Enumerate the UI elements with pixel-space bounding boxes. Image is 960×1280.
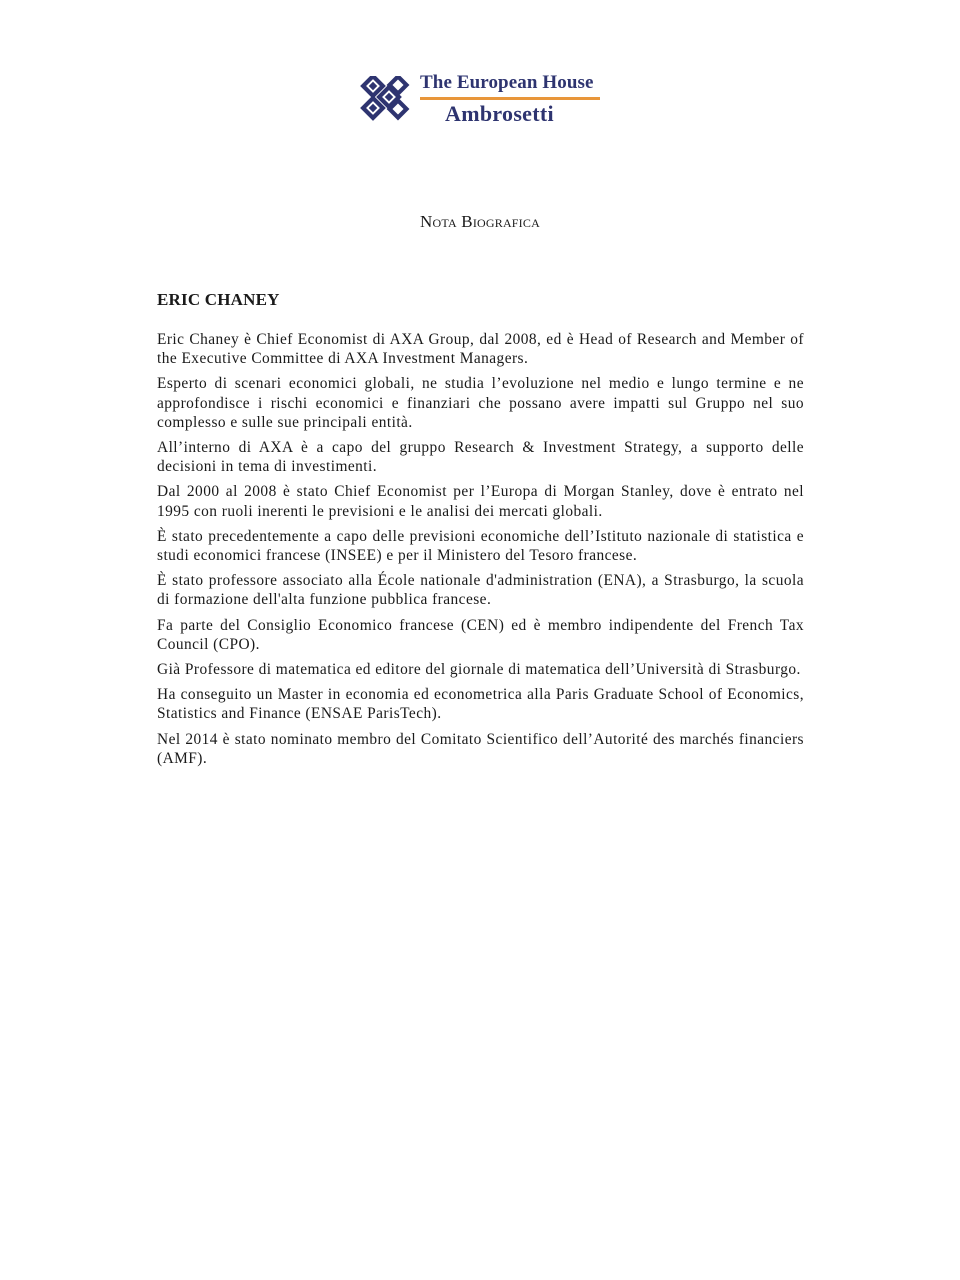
logo-text-line1: The European House bbox=[420, 72, 594, 93]
bio-paragraph: È stato precedentemente a capo delle previsioni economiche dell’Istituto nazionale di statistica e studi economici francese (INSEE) e per il Ministero del Tesoro francese. bbox=[157, 527, 804, 565]
logo-text-line2: Ambrosetti bbox=[445, 101, 554, 126]
bio-paragraph: All’interno di AXA è a capo del gruppo Research & Investment Strategy, a supporto delle decisioni in tema di investimenti. bbox=[157, 439, 804, 476]
bio-paragraph: Ha conseguito un Master in economia ed econometrica alla Paris Graduate School of Economics, Statistics and Finance (ENSAE ParisTech). bbox=[157, 686, 804, 723]
bio-paragraph: Nel 2014 è stato nominato membro del Comitato Scientifico dell’Autorité des marchés financiers (AMF). bbox=[157, 730, 804, 767]
document-title: Nota Biografica bbox=[420, 212, 540, 231]
person-name-heading: ERIC CHANEY bbox=[157, 290, 280, 309]
bio-paragraph: Eric Chaney è Chief Economist di AXA Group, dal 2008, ed è Head of Research and Member of the Executive Committee di AXA Investment Managers. bbox=[157, 331, 804, 368]
bio-paragraph: Fa parte del Consiglio Economico francese (CEN) ed è membro indipendente del French Tax Council (CPO). bbox=[157, 616, 804, 653]
ambrosetti-logo-mark-icon bbox=[360, 76, 414, 122]
logo-divider bbox=[420, 97, 600, 100]
bio-paragraph: Già Professore di matematica ed editore del giornale di matematica dell’Università di Strasburgo. bbox=[157, 661, 801, 679]
bio-paragraph: Dal 2000 al 2008 è stato Chief Economist per l’Europa di Morgan Stanley, dove è entrato nel 1995 con ruoli inerenti le previsioni e le analisi dei mercati globali. bbox=[157, 483, 804, 520]
biography-body bbox=[157, 330, 804, 774]
company-logo bbox=[358, 70, 608, 130]
bio-paragraph: Esperto di scenari economici globali, ne studia l’evoluzione nel medio e lungo termine e ne approfondisce i rischi economici e finanziari che possano avere impatti sul Gruppo nel suo complesso e sulle sue principali entità. bbox=[157, 375, 804, 431]
bio-paragraph: È stato professore associato alla École nationale d'administration (ENA), a Strasburgo, la scuola di formazione dell'alta funzione pubblica francese. bbox=[157, 572, 804, 609]
